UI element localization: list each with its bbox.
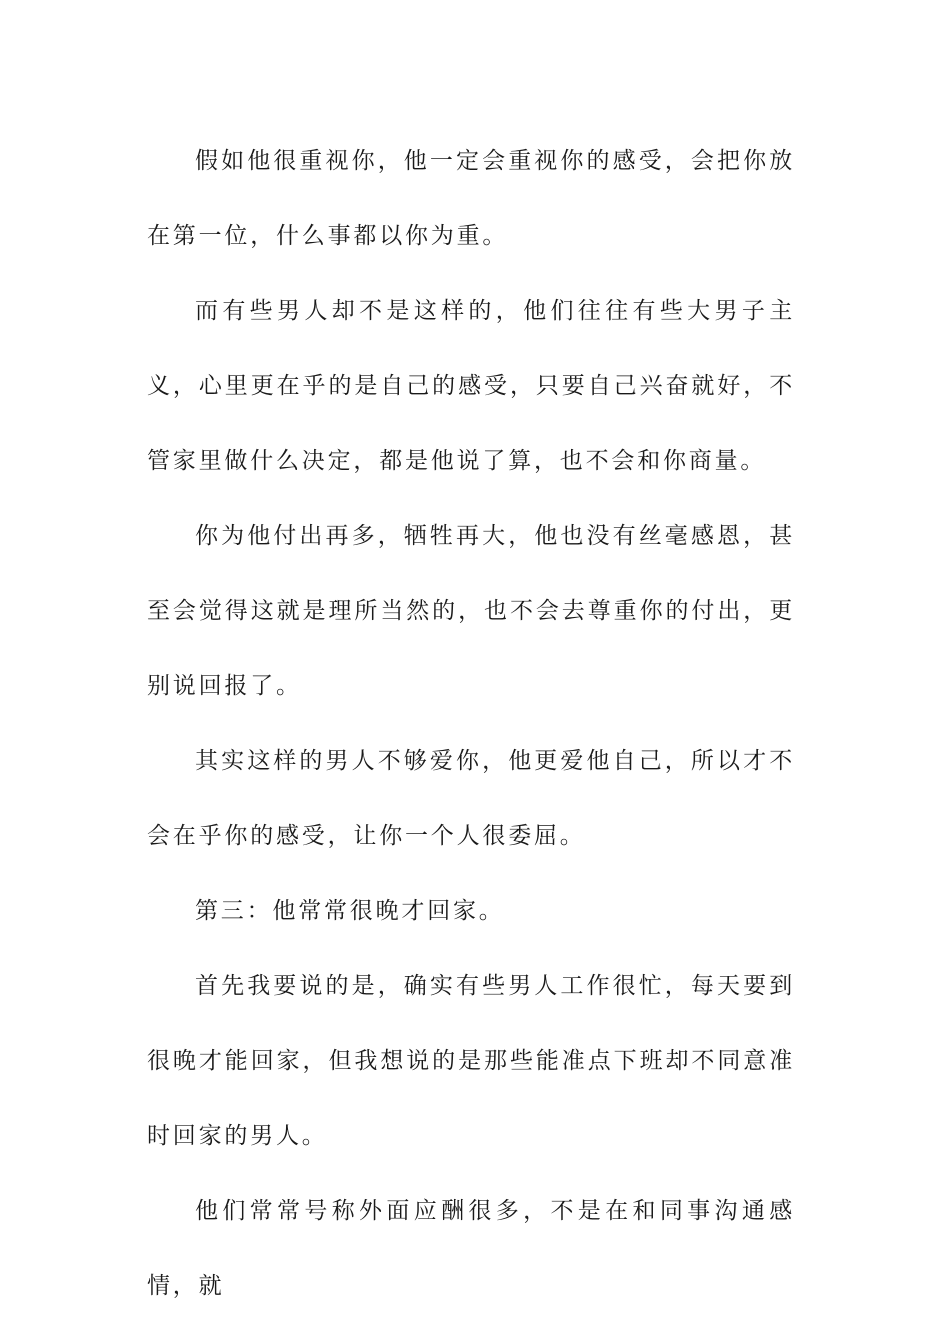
paragraph-4: 其实这样的男人不够爱你，他更爱他自己，所以才不会在乎你的感受，让你一个人很委屈。	[147, 748, 795, 849]
paragraph-1: 假如他很重视你，他一定会重视你的感受，会把你放在第一位，什么事都以你为重。	[147, 148, 795, 249]
paragraph-2: 而有些男人却不是这样的，他们往往有些大男子主义，心里更在乎的是自己的感受，只要自己兴奋就好，不管家里做什么决定，都是他说了算，也不会和你商量。	[147, 298, 795, 474]
document-body	[147, 124, 795, 1324]
paragraph-3: 你为他付出再多，牺牲再大，他也没有丝毫感恩，甚至会觉得这就是理所当然的，也不会去尊重你的付出，更别说回报了。	[147, 523, 795, 699]
paragraph-6: 他们常常号称外面应酬很多，不是在和同事沟通感情，就	[147, 1198, 795, 1299]
section-heading: 第三：他常常很晚才回家。	[195, 898, 505, 924]
paragraph-5: 首先我要说的是，确实有些男人工作很忙，每天要到很晚才能回家，但我想说的是那些能准点下班却不同意准时回家的男人。	[147, 973, 795, 1149]
